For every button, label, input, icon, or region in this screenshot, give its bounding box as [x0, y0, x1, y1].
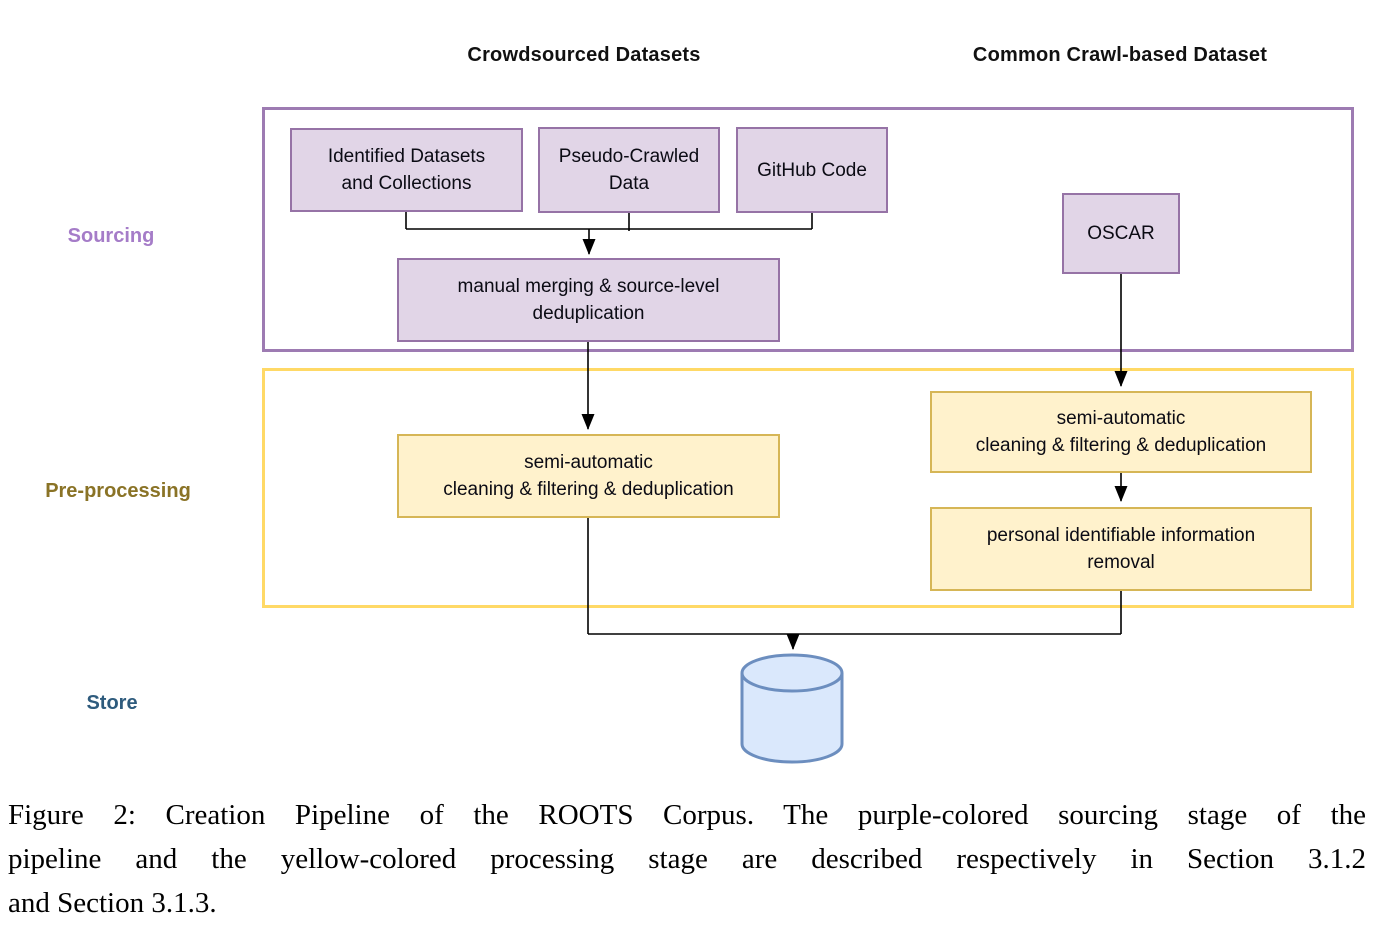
stage-label-store: Store	[86, 692, 138, 714]
caption-line-3: and Section 3.1.3.	[8, 887, 217, 919]
node-manual-merging-line2: deduplication	[532, 303, 645, 324]
node-semi-automatic-left	[397, 434, 780, 518]
node-identified-datasets-line2: and Collections	[341, 173, 472, 194]
stage-label-preprocessing: Pre-processing	[45, 480, 191, 502]
stage-label-sourcing: Sourcing	[67, 225, 155, 247]
node-manual-merging-line1: manual merging & source-level	[457, 276, 720, 297]
node-oscar	[1062, 193, 1180, 274]
node-semi-automatic-left-line2: cleaning & filtering & deduplication	[443, 479, 734, 500]
node-identified-datasets-line1: Identified Datasets	[327, 146, 486, 167]
node-github-code-line1: GitHub Code	[757, 159, 867, 181]
figure-caption	[8, 793, 1366, 925]
node-pii-removal	[930, 507, 1312, 591]
node-pseudo-crawled-data	[538, 127, 720, 213]
node-semi-automatic-right-line2: cleaning & filtering & deduplication	[975, 435, 1267, 456]
node-pii-removal-line2: removal	[1087, 552, 1155, 573]
node-semi-automatic-left-line1: semi-automatic	[524, 452, 653, 473]
caption-line-2: pipeline and the yellow-colored processing stage are described respectively in Section 3.1.2	[8, 843, 1366, 875]
database-cylinder-icon	[742, 655, 842, 762]
node-semi-automatic-right-line1: semi-automatic	[1056, 408, 1186, 429]
column-header-crowdsourced: Crowdsourced Datasets	[467, 44, 701, 66]
node-manual-merging	[397, 258, 780, 342]
node-pseudo-crawled-line2: Data	[608, 173, 650, 194]
node-oscar-line1: OSCAR	[1087, 223, 1155, 244]
node-identified-datasets	[290, 128, 523, 212]
node-semi-automatic-right	[930, 391, 1312, 473]
node-pseudo-crawled-line1: Pseudo-Crawled	[558, 146, 700, 167]
node-pii-removal-line1: personal identifiable information	[986, 525, 1256, 546]
column-header-common-crawl: Common Crawl-based Dataset	[972, 44, 1268, 66]
node-github-code	[736, 127, 888, 213]
caption-line-1: Figure 2: Creation Pipeline of the ROOTS Corpus. The purple-colored sourcing stage of the	[8, 799, 1366, 831]
